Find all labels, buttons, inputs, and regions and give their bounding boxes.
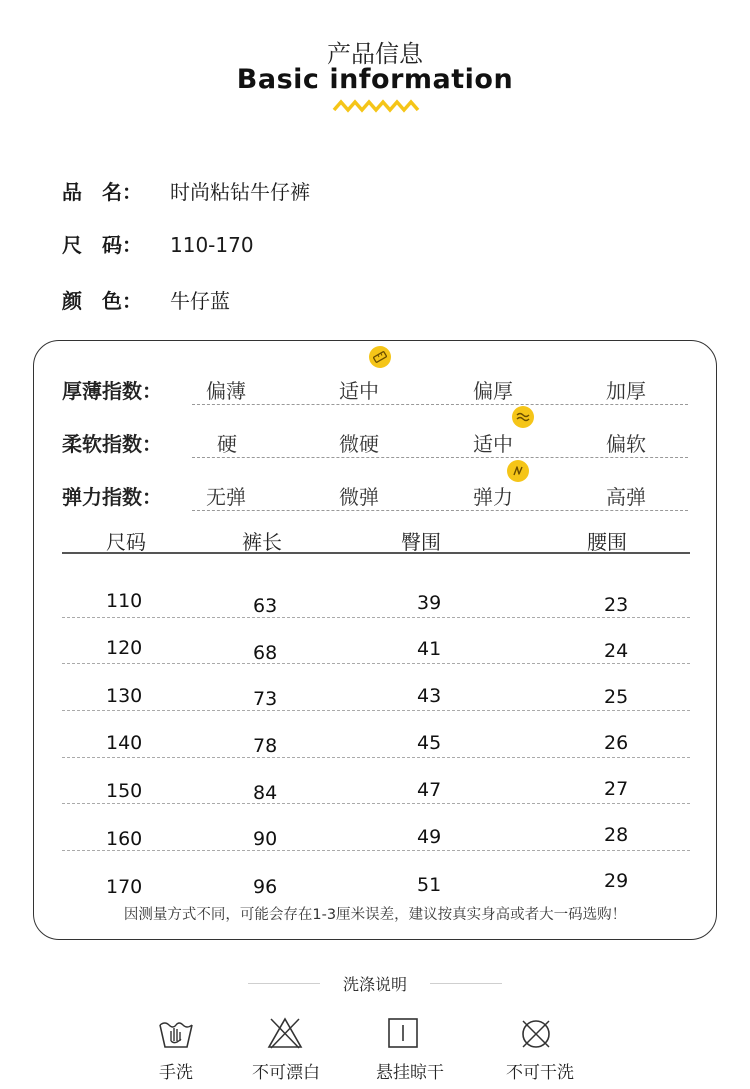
info-label: 颜 色： [62, 289, 142, 313]
cell-length: 73 [253, 688, 278, 710]
thickness-option: 加厚 [606, 379, 646, 403]
cell-hip: 41 [417, 638, 442, 660]
cell-waist: 23 [604, 594, 629, 616]
elasticity-option: 无弹 [206, 485, 246, 509]
cell-size: 110 [106, 590, 143, 612]
care-label-hang-dry: 悬挂晾干 [376, 1063, 444, 1083]
table-header-waist: 腰围 [587, 530, 627, 554]
elasticity-label: 弹力指数： [62, 485, 162, 509]
softness-option: 偏软 [606, 432, 646, 456]
info-row-color [62, 285, 230, 314]
cell-length: 78 [253, 735, 278, 757]
cell-size: 130 [106, 685, 143, 707]
row-divider [62, 850, 690, 851]
care-label-hand-wash: 手洗 [159, 1063, 193, 1083]
no-bleach-icon [267, 1017, 303, 1049]
row-divider [62, 757, 690, 758]
wash-title: 洗涤说明 [342, 975, 407, 994]
dotted-divider [192, 457, 688, 458]
cell-size: 140 [106, 732, 143, 754]
elasticity-option-selected: 弹力 [473, 485, 513, 509]
hang-dry-icon [387, 1017, 419, 1049]
cell-size: 150 [106, 780, 143, 802]
wash-title-line-right [430, 983, 502, 984]
cell-length: 90 [253, 828, 278, 850]
cell-hip: 51 [417, 874, 442, 896]
section-title-cn: 产品信息 [327, 40, 423, 68]
cell-size: 160 [106, 828, 143, 850]
info-row-name [62, 176, 310, 205]
elasticity-option: 高弹 [606, 485, 646, 509]
info-label: 品 名： [62, 180, 142, 204]
cell-hip: 39 [417, 592, 442, 614]
dotted-divider [192, 510, 688, 511]
softness-option-selected: 适中 [473, 432, 513, 456]
cell-waist: 25 [604, 686, 629, 708]
no-tumble-dry-icon [519, 1017, 553, 1051]
row-divider [62, 663, 690, 664]
info-label: 尺 码： [62, 233, 142, 257]
info-value: 110-170 [170, 233, 254, 257]
cell-size: 120 [106, 637, 143, 659]
info-row-size [62, 229, 254, 258]
row-divider [62, 803, 690, 804]
table-header-hip: 臀围 [401, 530, 441, 554]
wave-icon [512, 406, 534, 428]
hand-wash-icon [157, 1017, 195, 1049]
cell-length: 96 [253, 876, 278, 898]
thickness-label: 厚薄指数： [62, 379, 162, 403]
thickness-option-selected: 适中 [339, 379, 379, 403]
cell-waist: 26 [604, 732, 629, 754]
section-title-en: Basic information [236, 64, 514, 95]
cell-hip: 47 [417, 779, 442, 801]
cell-waist: 28 [604, 824, 629, 846]
table-header-size: 尺码 [106, 530, 146, 554]
cell-waist: 29 [604, 870, 629, 892]
care-label-no-dry-clean: 不可干洗 [506, 1063, 574, 1083]
cell-hip: 45 [417, 732, 442, 754]
cell-waist: 24 [604, 640, 629, 662]
dotted-divider [192, 404, 688, 405]
care-label-no-bleach: 不可漂白 [252, 1063, 320, 1083]
table-header-divider [62, 552, 690, 554]
measurement-note: 因测量方式不同，可能会存在1-3厘米误差，建议按真实身高或者大一码选购！ [123, 907, 627, 923]
ruler-icon [369, 346, 391, 368]
cell-length: 68 [253, 642, 278, 664]
info-value: 时尚粘钻牛仔裤 [170, 180, 310, 204]
softness-label: 柔软指数： [62, 432, 162, 456]
cell-hip: 43 [417, 685, 442, 707]
cell-length: 84 [253, 782, 278, 804]
cell-size: 170 [106, 876, 143, 898]
row-divider [62, 710, 690, 711]
table-header-length: 裤长 [242, 530, 282, 554]
softness-option: 微硬 [339, 432, 379, 456]
zigzag-decoration [332, 99, 422, 113]
spring-icon [507, 460, 529, 482]
thickness-option: 偏厚 [473, 379, 513, 403]
softness-option: 硬 [217, 432, 237, 456]
cell-hip: 49 [417, 826, 442, 848]
info-value: 牛仔蓝 [170, 289, 230, 313]
cell-waist: 27 [604, 778, 629, 800]
elasticity-option: 微弹 [339, 485, 379, 509]
thickness-option: 偏薄 [206, 379, 246, 403]
row-divider [62, 617, 690, 618]
cell-length: 63 [253, 595, 278, 617]
